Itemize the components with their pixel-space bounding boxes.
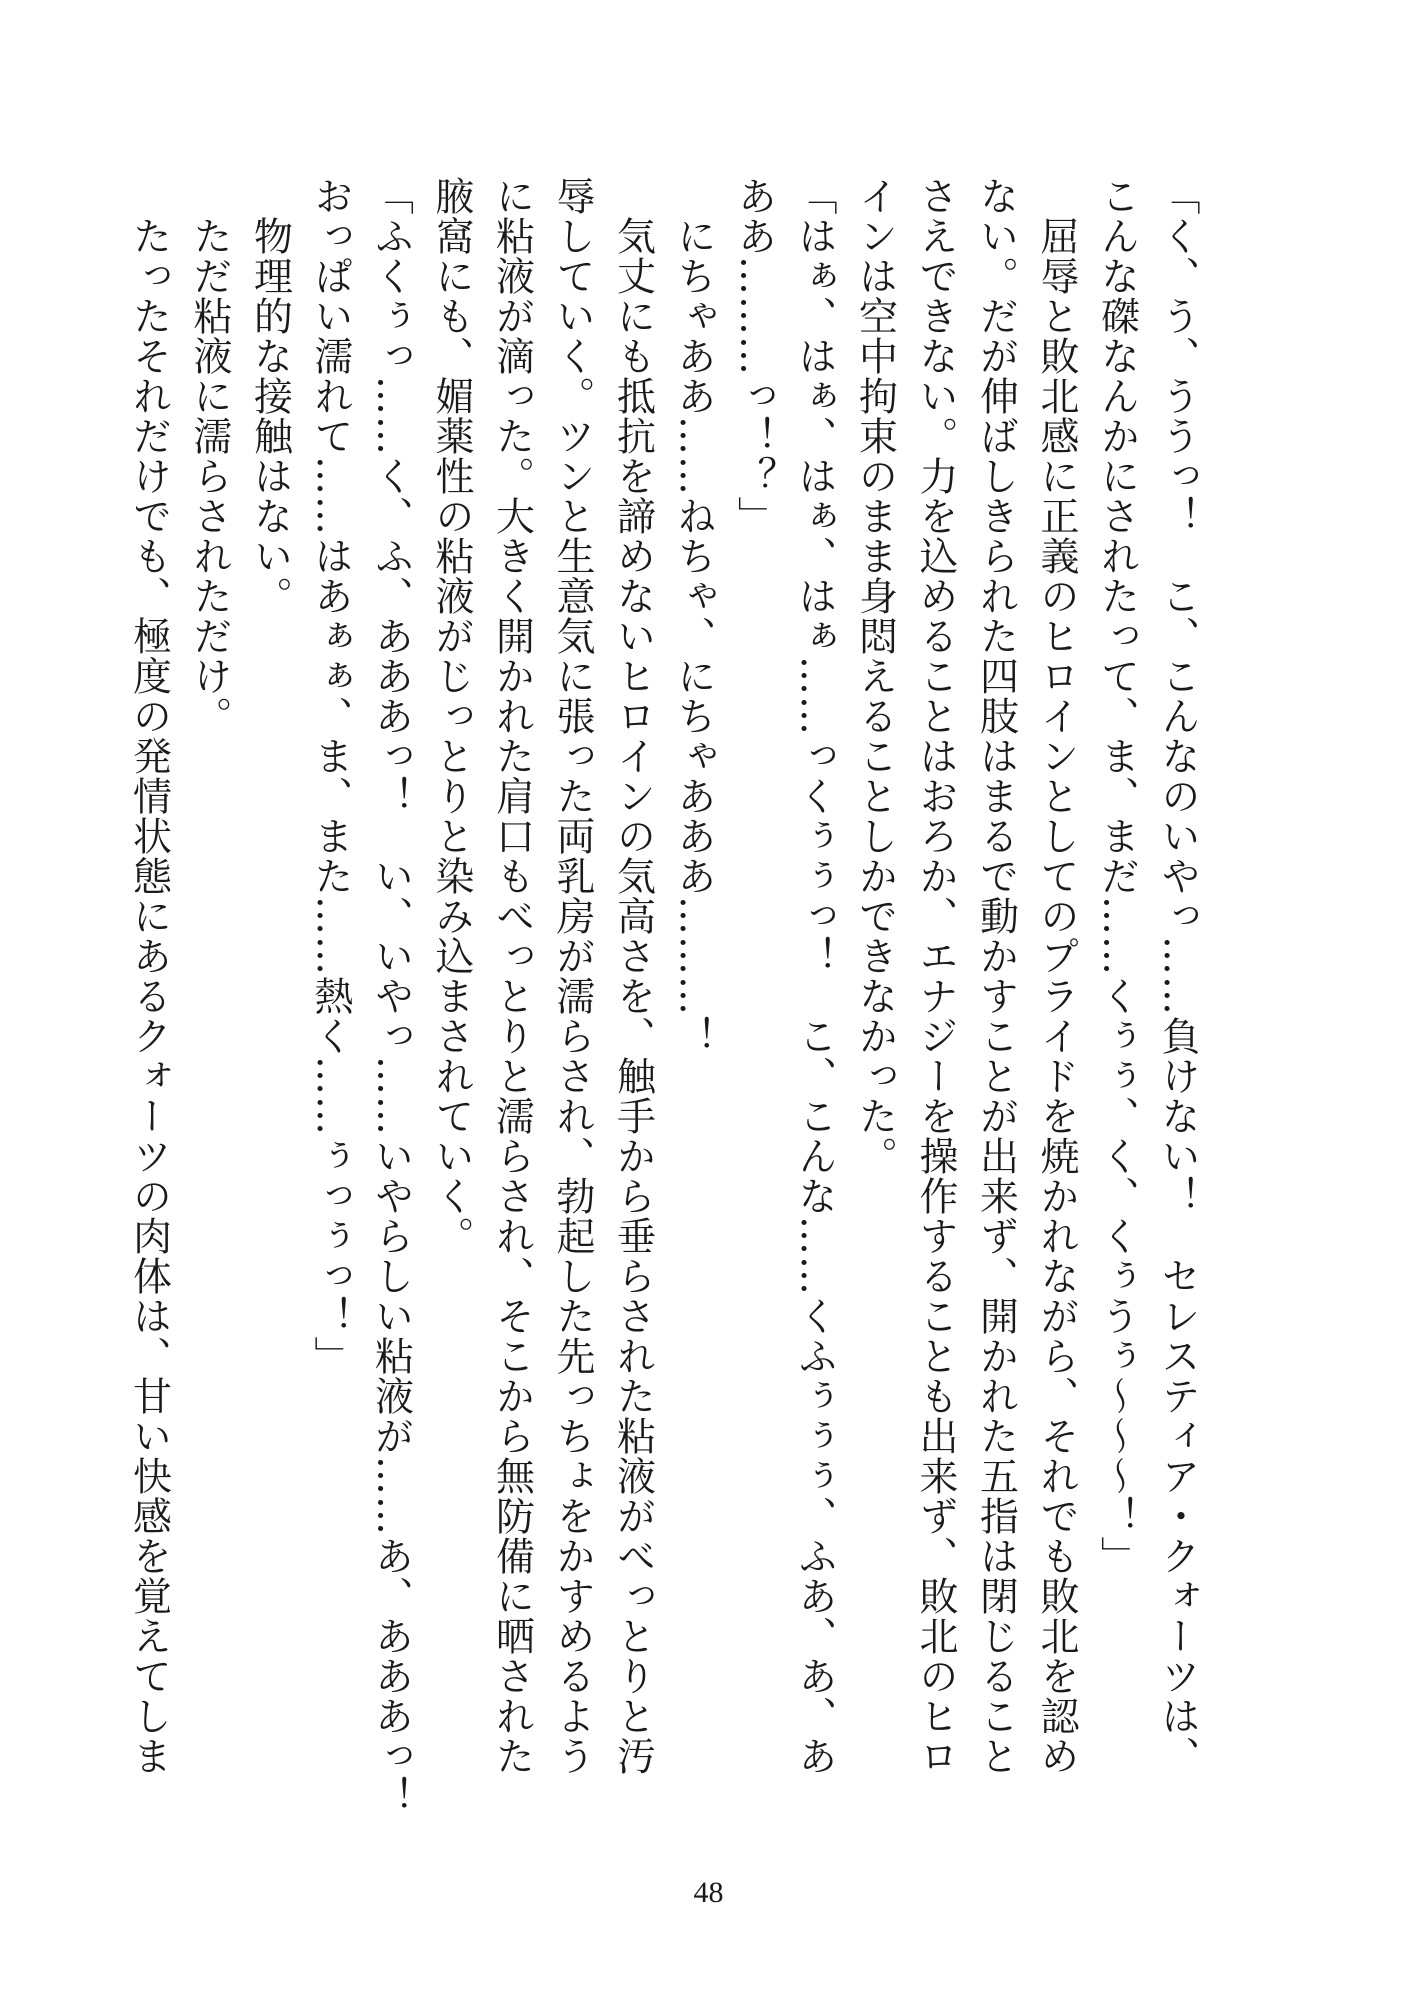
text-line: にちゃああ……ねちゃ、にちゃあああ………！ bbox=[671, 176, 716, 1056]
text-line: たったそれだけでも、極度の発情状態にあるクォーツの肉体は、甘い快感を覚えてしま bbox=[126, 176, 172, 1776]
text-line: 腋窩にも、媚薬性の粘液がじっとりと染み込まされていく。 bbox=[429, 176, 474, 1256]
vertical-body-text bbox=[126, 176, 1207, 1816]
text-line: インは空中拘束のまま身悶えることしかできなかった。 bbox=[852, 176, 898, 1176]
text-line: 「はぁ、はぁ、はぁ、はぁ……っくぅぅっ！ こ、こんな……くふぅぅぅ、ふあ、あ、あ bbox=[792, 176, 837, 1776]
text-line: おっぱい濡れて……はあぁぁ、ま、また……熱く……ぅっぅっ！」 bbox=[308, 176, 353, 1376]
page-number: 48 bbox=[693, 1876, 724, 1909]
text-line: 「く、う、ううっ！ こ、こんなのいやっ……負けない！ セレスティア・クォーツは、 bbox=[1155, 176, 1200, 1776]
text-line: 辱していく。ツンと生意気に張った両乳房が濡らされ、勃起した先っちょをかすめるよう bbox=[550, 176, 595, 1776]
text-line: ああ………っ！？」 bbox=[731, 176, 777, 536]
text-line: 気丈にも抵抗を諦めないヒロインの気高さを、触手から垂らされた粘液がべっとりと汚 bbox=[610, 176, 656, 1776]
text-line: ない。だが伸ばしきられた四肢はまるで動かすことが出来ず、開かれた五指は閉じること bbox=[973, 176, 1019, 1776]
text-line: 屈辱と敗北感に正義のヒロインとしてのプライドを焼かれながら、それでも敗北を認め bbox=[1034, 176, 1079, 1776]
text-line: に粘液が滴った。大きく開かれた肩口もべっとりと濡らされ、そこから無防備に晒された bbox=[489, 176, 535, 1776]
text-line: こんな磔なんかにされたって、ま、まだ……くぅぅ、く、くぅうぅ〜〜〜！」 bbox=[1094, 176, 1140, 1576]
text-line: さえできない。力を込めることはおろか、エナジーを操作することも出来ず、敗北のヒロ bbox=[913, 176, 958, 1776]
text-line: ただ粘液に濡らされただけ。 bbox=[187, 176, 232, 736]
text-line: 「ふくぅっ……く、ふ、あああっ！ い、いやっ……いやらしい粘液が……あ、あああっ！ bbox=[368, 176, 414, 1816]
text-line: 物理的な接触はない。 bbox=[247, 176, 293, 616]
